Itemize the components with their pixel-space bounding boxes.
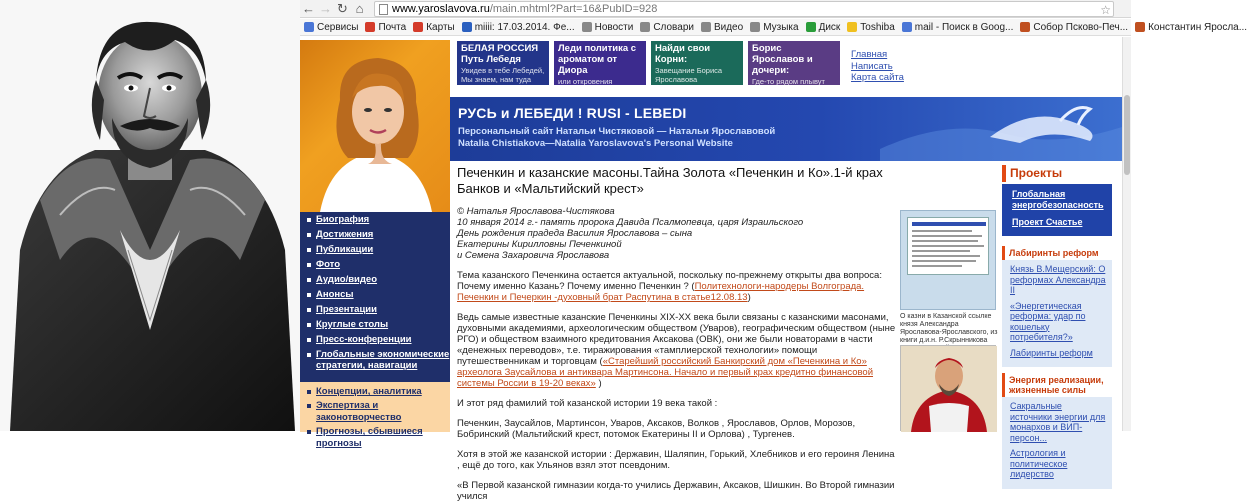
bookmark-item[interactable] [1135, 22, 1247, 33]
article [457, 165, 897, 502]
left-nav-label: Биография [316, 214, 370, 225]
left-nav-label: Аудио/видео [316, 274, 378, 285]
energy-heading: Энергия реализации, жизненные силы [1002, 373, 1112, 397]
bookmark-item[interactable] [365, 22, 406, 33]
bullet-square-icon [307, 278, 311, 282]
browser-window [300, 0, 1247, 502]
bookmark-favicon-icon [701, 22, 711, 32]
left-nav-secondary-item[interactable] [300, 385, 450, 399]
article-title: Печенкин и казанские масоны.Тайна Золота «Печенкин и Ко».1-й крах Банков и «Мальтийский крест» [457, 165, 883, 196]
site-title-band [450, 97, 1122, 161]
article-link-2[interactable]: «Старейший российский Банкирский дом «Печенкина и Ко» археолога Заусайлова и антиквара Мартинсона. Начало и первый крах кредитно финансовой системы России в 19-20 веках» [457, 356, 874, 389]
energy-link-1[interactable]: Сакральные источники энергии для монархов и ВИП-персон... [1010, 401, 1106, 443]
article-paragraph-3: И этот ряд фамилий той казанской истории 19 века такой : [457, 398, 718, 409]
browser-toolbar [300, 0, 1131, 18]
home-icon[interactable]: ⌂ [355, 1, 364, 16]
right-sidebar [1002, 165, 1112, 479]
bookmark-label: Собор Псково-Печ... [1033, 21, 1129, 33]
bookmark-item[interactable] [701, 22, 743, 33]
bullet-square-icon [307, 263, 311, 267]
bullet-square-icon [307, 248, 311, 252]
book-scan-lines [908, 218, 990, 276]
reform-link-3[interactable]: Лабиринты реформ [1010, 347, 1093, 358]
left-nav-secondary-label: Экспертиза и законотворчество [316, 400, 402, 423]
banner-belaya-rossiya[interactable]: БЕЛАЯ РОССИЯ Путь Лебедя Увидев в тебе Лебедей, Мы знаем, нам туда дорога [457, 41, 549, 85]
bookmark-item[interactable] [902, 22, 1014, 33]
bookmark-favicon-icon [462, 22, 472, 32]
left-nav-item[interactable] [300, 302, 450, 317]
article-meta-0: © Наталья Ярославова-Чистякова [457, 206, 615, 217]
address-bar[interactable] [374, 1, 1114, 17]
top-links [851, 49, 904, 84]
bookmark-favicon-icon [365, 22, 375, 32]
site-header [300, 37, 1122, 159]
bullet-square-icon [307, 390, 311, 394]
left-nav-label: Презентации [316, 304, 377, 315]
link-home[interactable]: Главная [851, 49, 888, 60]
banner-ledi-politika[interactable]: Леди политика с ароматом от Диора или откровения Натальи Чистяковой [554, 41, 646, 85]
bookmark-favicon-icon [413, 22, 423, 32]
left-nav-item[interactable] [300, 257, 450, 272]
url-host: www.yaroslavova.ru [392, 3, 490, 15]
article-meta-2: День рождения прадеда Василия Ярославова – сына [457, 228, 693, 239]
left-nav-label: Пресс-конференции [316, 334, 412, 345]
bookmark-item[interactable] [1020, 22, 1128, 33]
bookmark-favicon-icon [640, 22, 650, 32]
article-link-1[interactable]: Политехнологи-народеры Волгограда. Печенкин и Печеркин -духовный брат Распутина в статье12.08.13 [457, 281, 865, 303]
energy-list [1002, 397, 1112, 489]
left-nav-label: Достижения [316, 229, 374, 240]
article-meta-1: 10 января 2014 г.- память пророка Давида Псалмопевца, царя Израильского [457, 217, 804, 228]
projects-box [1002, 184, 1112, 236]
left-nav-item[interactable] [300, 332, 450, 347]
bookmark-label: Диск [818, 21, 841, 33]
bookmark-label: mail - Поиск в Goog... [914, 21, 1014, 33]
left-nav-label: Глобальные экономические стратегии, навигации [316, 349, 450, 371]
bookmark-star-icon[interactable]: ☆ [1100, 3, 1111, 17]
pope-portrait-painting [901, 346, 997, 432]
left-nav-item[interactable] [300, 287, 450, 302]
forward-arrow-icon[interactable]: → [319, 1, 332, 16]
top-banners [457, 41, 840, 95]
figure-pope-portrait[interactable] [900, 345, 996, 431]
figure-caption: О казни в Казанской ссылке князя Александра Ярославова-Ярославского, из книги д.и.н. Р.Скрынникова [900, 313, 998, 344]
bullet-square-icon [307, 233, 311, 237]
left-navigation-secondary [300, 382, 450, 449]
bookmark-label: miiii: 17.03.2014. Фе... [474, 21, 575, 33]
left-nav-secondary-item[interactable] [300, 399, 450, 425]
left-nav-label: Круглые столы [316, 319, 389, 330]
bullet-square-icon [307, 430, 311, 434]
reform-link-1[interactable]: Князь В.Мещерский: О реформах Александра II [1010, 264, 1106, 295]
project-link-happiness[interactable]: Проект Счастье [1012, 217, 1083, 227]
link-sitemap[interactable]: Карта сайта [851, 72, 904, 83]
back-arrow-icon[interactable]: ← [302, 1, 315, 16]
project-link-energy-security[interactable]: Глобальная энергобезопасность [1012, 189, 1104, 210]
reforms-heading: Лабиринты реформ [1002, 246, 1112, 260]
left-nav-item[interactable] [300, 227, 450, 242]
portrait-image [0, 0, 300, 431]
energy-link-2[interactable]: Астрология и политическое лидерство [1010, 448, 1068, 479]
bullet-square-icon [307, 323, 311, 327]
bookmark-item[interactable] [413, 22, 455, 33]
bookmark-favicon-icon [806, 22, 816, 32]
article-paragraph-2: Ведь самые известные казанские Печенкины XIX-XX века были связаны с казанскими масонами, духовными академиями, археологическим обществом (Уваров), географическим обществом (ныне РГО) и обществом взаимного кредитования Аксакова (ОВК), они же были новаторами в части «денежных переводов», т.е. тиражирования «тамплиерской технологии» помощи путешественникам и торговцам («Старейший российский Банкирский дом «Печенкина и Ко» археолога Заусайлова и антиквара Мартинсона. Начало и первый крах кредитно финансовой системы России в 19-20 веках» ) [457, 312, 896, 389]
figure-book-scan[interactable] [900, 210, 996, 310]
bookmark-item[interactable] [582, 22, 634, 33]
bullet-square-icon [307, 293, 311, 297]
article-paragraph-6: «В Первой казанской гимназии когда-то учились Державин, Аксаков, Шишкин. Во Второй гимназии учился [457, 480, 895, 502]
bullet-square-icon [307, 338, 311, 342]
portrait-engraving [0, 0, 300, 431]
article-paragraph-4: Печенкин, Заусайлов, Мартинсон, Уваров, Аксаков, Волков , Ярославов, Орлов, Морозов, Бобринский (Мальтийский крест, потомок Екатерины II и Орлова) , Тургенев. [457, 418, 856, 440]
bookmark-favicon-icon [582, 22, 592, 32]
bookmark-label: Константин Яросла... [1148, 21, 1247, 33]
bookmark-label: Toshiba [860, 21, 895, 33]
left-nav-item[interactable] [300, 347, 450, 373]
bookmark-favicon-icon [1020, 22, 1030, 32]
left-navigation [300, 212, 450, 382]
bookmark-label: Почта [378, 21, 407, 33]
left-nav-item[interactable] [300, 317, 450, 332]
bookmark-favicon-icon [750, 22, 760, 32]
left-nav-secondary-item[interactable] [300, 425, 450, 451]
url-path: /main.mhtml?Part=16&PubID=928 [489, 3, 658, 15]
article-paragraph-5: Хотя в этой же казанской истории : Державин, Шаляпин, Горький, Хлебников и его героиня Ленина , ещё до того, как Ульянов взял этот псевдоним. [457, 449, 895, 471]
reform-link-2[interactable]: «Энергетическая реформа: удар по кошельку потребителя?» [1010, 300, 1086, 342]
author-portrait [300, 40, 450, 212]
left-nav-item[interactable] [300, 242, 450, 257]
site-subtitle-en: Natalia Chistiakova—Natalia Yaroslavova's Personal Website [458, 138, 733, 149]
bullet-square-icon [307, 404, 311, 408]
scrollbar-thumb[interactable] [1124, 95, 1130, 175]
site-subtitle-ru: Персональный сайт Натальи Чистяковой — Натальи Ярославовой [458, 126, 776, 137]
bookmark-item[interactable] [847, 22, 894, 33]
left-nav-item[interactable] [300, 272, 450, 287]
projects-heading: Проекты [1002, 165, 1112, 182]
reforms-list [1002, 260, 1112, 367]
article-paragraph-1: Тема казанского Печенкина остается актуальной, поскольку по-прежнему открыты два вопроса: Почему именно Казань? Почему именно Печенкин ? (Политехнологи-народеры Волгограда. Печенкин и Печеркин -духовный брат Распутина в статье12.08.13) [457, 270, 882, 303]
article-meta-3: Екатерины Кирилловны Печенкиной [457, 239, 622, 250]
bookmark-favicon-icon [902, 22, 912, 32]
bookmark-label: Словари [653, 21, 694, 33]
bookmark-favicon-icon [304, 22, 314, 32]
bookmark-label: Карты [426, 21, 455, 33]
site-title: РУСЬ и ЛЕБЕДИ ! RUSI - LEBEDI [458, 105, 687, 121]
left-nav-secondary-label: Концепции, аналитика [316, 386, 422, 397]
page-document-icon [379, 4, 388, 15]
author-photo [300, 40, 450, 212]
left-nav-label: Публикации [316, 244, 374, 255]
bookmark-item[interactable] [750, 22, 798, 33]
bullet-square-icon [307, 308, 311, 312]
article-meta-4: и Семена Захаровича Ярославова [457, 250, 610, 261]
bookmark-item[interactable] [640, 22, 694, 33]
left-nav-label: Фото [316, 259, 341, 270]
left-nav-item[interactable] [300, 212, 450, 227]
bookmark-label: Новости [594, 21, 634, 33]
banner-naidi-korni[interactable]: Найди свои Корни: Завещание Бориса Ярославова [651, 41, 743, 85]
bookmark-label: Видео [713, 21, 744, 33]
left-nav-secondary-label: Прогнозы, сбывшиеся прогнозы [316, 426, 423, 449]
left-nav-label: Анонсы [316, 289, 354, 300]
bookmarks-bar [300, 19, 1247, 36]
bookmark-label: Музыка [763, 21, 799, 33]
bookmark-label: Сервисы [317, 21, 359, 33]
vertical-scrollbar[interactable] [1122, 37, 1131, 431]
bookmark-item[interactable] [304, 22, 358, 33]
bullet-square-icon [307, 353, 311, 357]
link-write[interactable]: Написать [851, 60, 893, 72]
bookmark-item[interactable] [806, 22, 841, 33]
bookmark-item[interactable] [462, 22, 575, 33]
bullet-square-icon [307, 218, 311, 222]
bookmark-favicon-icon [847, 22, 857, 32]
bookmark-favicon-icon [1135, 22, 1145, 32]
banner-boris-yaroslavov[interactable]: Борис Ярославов и дочери: Где-то рядом плывут удача... [748, 41, 840, 85]
reload-icon[interactable]: ↻ [337, 0, 348, 16]
page-viewport [300, 37, 1122, 502]
book-scan-image [907, 217, 989, 275]
